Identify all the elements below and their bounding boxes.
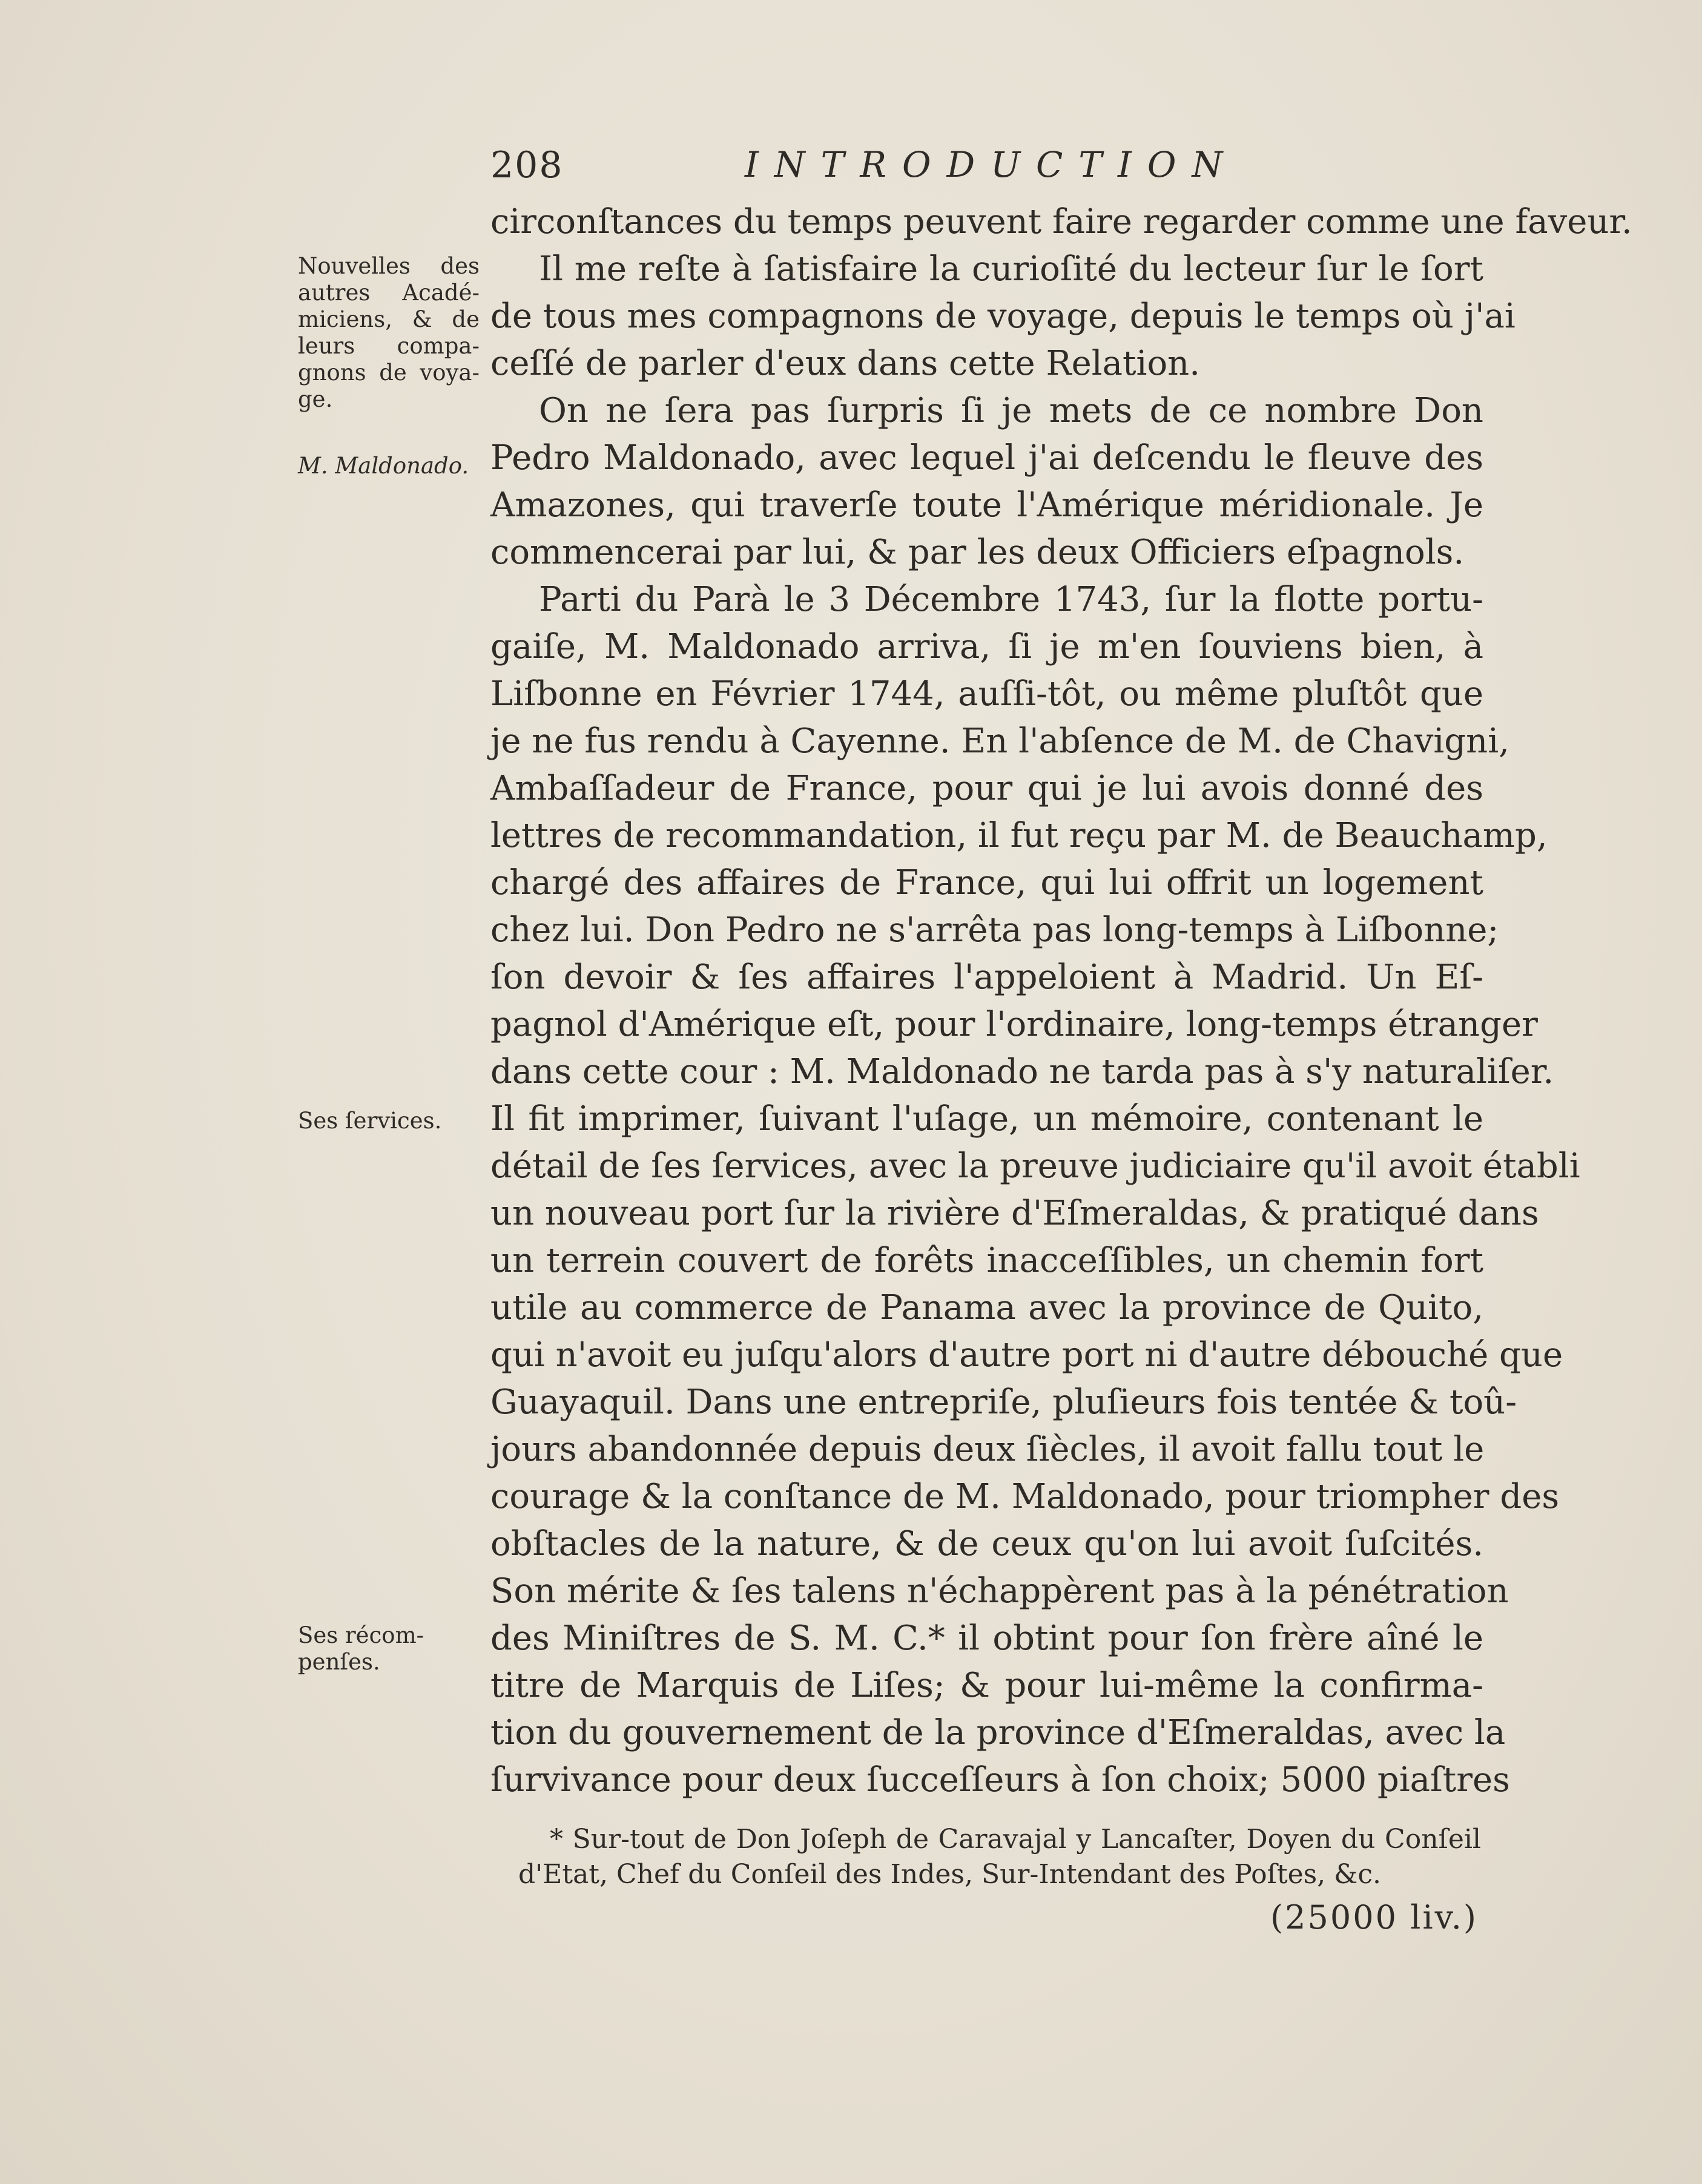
text-line: dans cette cour : M. Maldonado ne tarda pas à s'y naturaliſer. <box>490 1052 1554 1091</box>
text-line: Il fit imprimer, ſuivant l'uſage, un mémoire, contenant le <box>490 1099 1483 1139</box>
text-line: un terrein couvert de forêts inacceſſibles, un chemin fort <box>490 1241 1483 1280</box>
text-line: des Miniſtres de S. M. C.* il obtint pour ſon frère aîné le <box>490 1619 1483 1658</box>
text-line: détail de ſes ſervices, avec la preuve judiciaire qu'il avoit établi <box>490 1146 1580 1186</box>
text-line: chez lui. Don Pedro ne s'arrêta pas long-temps à Liſbonne; <box>490 910 1499 950</box>
running-title: INTRODUCTION <box>745 144 1239 185</box>
text-line: chargé des affaires de France, qui lui offrit un logement <box>490 863 1483 903</box>
text-line: Liſbonne en Février 1744, auſſi-tôt, ou même pluſtôt que <box>490 674 1483 714</box>
text-line: commencerai par lui, & par les deux Officiers eſpagnols. <box>490 533 1465 572</box>
margin-note-line: gnons de voya- <box>298 360 480 386</box>
margin-note-nouvelles <box>298 253 480 413</box>
text-line: courage & la conſtance de M. Maldonado, pour triompher des <box>490 1477 1560 1516</box>
text-line: lettres de recommandation, il fut reçu par M. de Beauchamp, <box>490 816 1548 855</box>
text-line: de tous mes compagnons de voyage, depuis le temps où j'ai <box>490 297 1516 336</box>
text-line: je ne fus rendu à Cayenne. En l'abſence de M. de Chavigni, <box>490 722 1509 761</box>
text-line: Son mérite & ſes talens n'échappèrent pas à la pénétration <box>490 1571 1509 1611</box>
text-line: utile au commerce de Panama avec la province de Quito, <box>490 1288 1483 1327</box>
text-line: tion du gouvernement de la province d'Eſmeraldas, avec la <box>490 1713 1506 1752</box>
margin-note-line: penſes. <box>298 1649 380 1675</box>
text-line: pagnol d'Amérique eſt, pour l'ordinaire, long-temps étranger <box>490 1005 1538 1044</box>
text-line: ſurvivance pour deux ſucceſſeurs à ſon choix; 5000 piaſtres <box>490 1760 1510 1800</box>
text-line: qui n'avoit eu juſqu'alors d'autre port ni d'autre débouché que <box>490 1335 1563 1375</box>
footnote-line: d'Etat, Chef du Conſeil des Indes, Sur-Intendant des Poſtes, &c. <box>518 1859 1381 1890</box>
text-line: un nouveau port ſur la rivière d'Eſmeraldas, & pratiqué dans <box>490 1194 1539 1233</box>
text-line: Il me reſte à ſatisfaire la curioſité du lecteur ſur le ſort <box>539 249 1483 289</box>
text-line: circonſtances du temps peuvent faire regarder comme une faveur. <box>490 202 1632 242</box>
margin-note-line: Ses récom- <box>298 1622 424 1648</box>
text-line: On ne ſera pas ſurpris ſi je mets de ce nombre Don <box>539 391 1483 430</box>
text-line: Parti du Parà le 3 Décembre 1743, ſur la flotte portu- <box>539 580 1483 619</box>
margin-note-maldonado <box>298 453 480 479</box>
footnote <box>518 1822 1481 1892</box>
text-line: Pedro Maldonado, avec lequel j'ai deſcendu le fleuve des <box>490 438 1483 478</box>
margin-note-line: Ses ſervices. <box>298 1108 442 1134</box>
margin-note-line: autres Acadé- <box>298 280 480 306</box>
page-number: 208 <box>490 144 564 186</box>
text-line: jours abandonnée depuis deux ſiècles, il avoit fallu tout le <box>490 1430 1485 1469</box>
text-line: ſon devoir & ſes affaires l'appeloient à Madrid. Un Eſ- <box>490 958 1483 997</box>
margin-note-line: Nouvelles des <box>298 253 480 279</box>
margin-note-line: M. Maldonado. <box>298 453 469 479</box>
text-line: ceſſé de parler d'eux dans cette Relation. <box>490 344 1201 383</box>
margin-note-line: ge. <box>298 386 333 412</box>
text-line: Amazones, qui traverſe toute l'Amérique méridionale. Je <box>490 485 1483 525</box>
body-text <box>490 199 1632 1804</box>
text-line: Guayaquil. Dans une entrepriſe, pluſieurs fois tentée & toû- <box>490 1383 1517 1422</box>
catchword: (25000 liv.) <box>1270 1898 1478 1936</box>
margin-note-line: miciens, & de <box>298 306 480 332</box>
margin-note-line: leurs compa- <box>298 333 480 359</box>
margin-note-recompenses <box>298 1622 480 1676</box>
text-line: gaiſe, M. Maldonado arriva, ſi je m'en ſouviens bien, à <box>490 627 1483 666</box>
text-line: Ambaſſadeur de France, pour qui je lui avois donné des <box>490 769 1483 808</box>
text-line: obſtacles de la nature, & de ceux qu'on lui avoit ſuſcités. <box>490 1524 1483 1564</box>
page-header <box>490 144 1278 192</box>
footnote-line: * Sur-tout de Don Joſeph de Caravajal y Lancaſter, Doyen du Conſeil <box>550 1824 1481 1855</box>
margin-note-services <box>298 1108 480 1134</box>
text-line: titre de Marquis de Liſes; & pour lui-même la confirma- <box>490 1666 1483 1705</box>
